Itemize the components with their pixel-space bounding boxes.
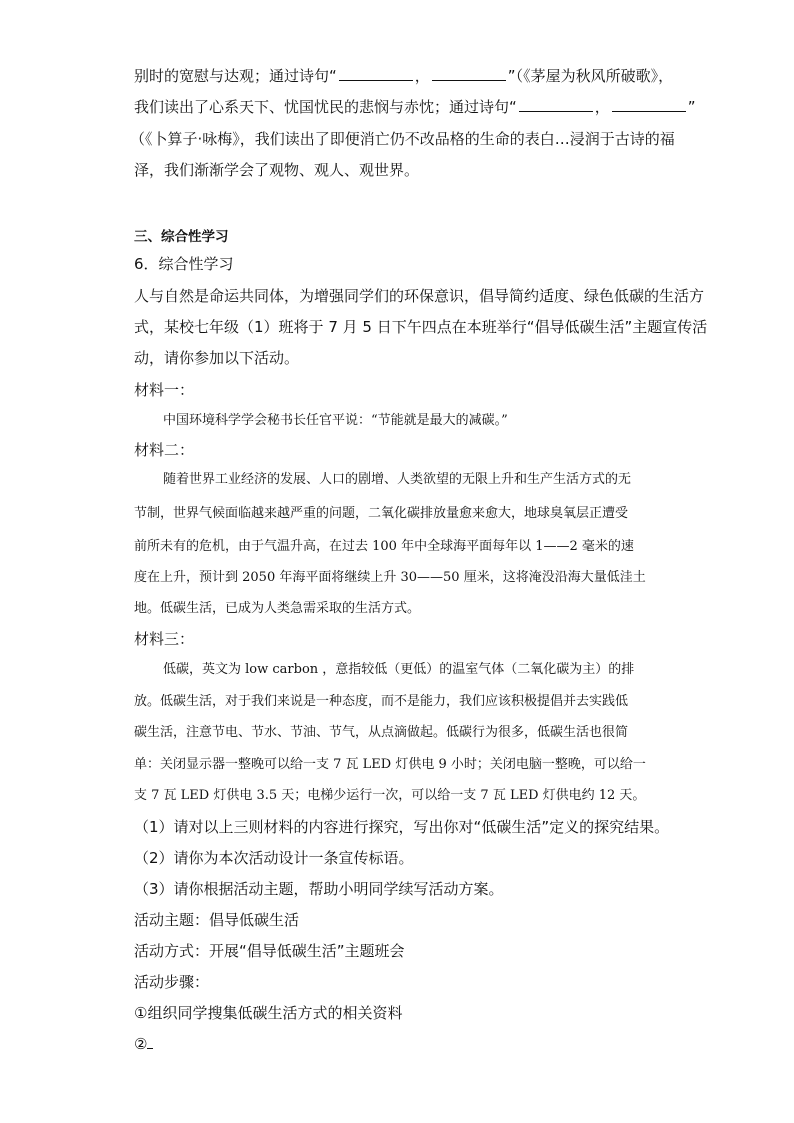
intro-line-2-c: ” (687, 98, 696, 116)
question-1: （1）请对以上三则材料的内容进行探究，写出你对“低碳生活”定义的探究结果。 (134, 818, 670, 836)
answer-blank-1[interactable] (339, 68, 413, 81)
intro-line-1-a: 别时的宽慰与达观；通过诗句“ (134, 67, 337, 85)
question-2: （2）请你为本次活动设计一条宣传标语。 (134, 849, 414, 867)
material1-label: 材料一： (134, 381, 195, 399)
material2-line-1: 随着世界工业经济的发展、人口的剧增、人类欲望的无限上升和生产生活方式的无 (163, 472, 632, 487)
question-title: 6．综合性学习 (134, 255, 234, 273)
intro-line-2-a: 我们读出了心系天下、忧国忧民的悲悯与赤忱；通过诗句“ (134, 98, 517, 116)
material3-line-2: 放。低碳生活，对于我们来说是一种态度，而不是能力，我们应该积极提倡并去实践低 (134, 694, 629, 709)
material2-line-4: 度在上升，预计到 2050 年海平面将继续上升 30——50 厘米，这将淹没沿海大量低洼土 (134, 570, 646, 585)
question-3: （3）请你根据活动主题，帮助小明同学续写活动方案。 (134, 880, 504, 898)
intro-line-1 (134, 66, 673, 86)
answer-blank-3[interactable] (519, 99, 593, 112)
section-heading: 三、综合性学习 (134, 229, 229, 245)
plan-step-1: ①组织同学搜集低碳生活方式的相关资料 (134, 1004, 403, 1022)
material2-line-2: 节制，世界气候面临越来越严重的问题，二氧化碳排放量愈来愈大，地球臭氧层正遭受 (134, 506, 629, 521)
prompt-line-1: 人与自然是命运共同体，为增强同学们的环保意识，倡导简约适度、绿色低碳的生活方 (134, 287, 705, 305)
intro-line-1-b: ， (414, 67, 430, 85)
plan-theme: 活动主题：倡导低碳生活 (134, 911, 300, 929)
plan-method: 活动方式：开展“倡导低碳生活”主题班会 (134, 942, 405, 960)
material3-line-5: 支 7 瓦 LED 灯供电 3.5 天；电梯少运行一次，可以给一支 7 瓦 LED 灯供电约 12 天。 (134, 788, 646, 803)
material2-line-5: 地。低碳生活，已成为人类急需采取的生活方式。 (134, 601, 421, 616)
material2-line-3: 前所未有的危机，由于气温升高，在过去 100 年中全球海平面每年以 1——2 毫米的速 (134, 539, 634, 554)
prompt-line-2: 式，某校七年级（1）班将于 7 月 5 日下午四点在本班举行“倡导低碳生活”主题宣传活 (134, 318, 708, 336)
intro-line-4: 泽，我们渐渐学会了观物、观人、观世界。 (134, 161, 420, 179)
intro-line-2 (134, 97, 696, 117)
material3-label: 材料三： (134, 630, 195, 648)
plan-steps-label: 活动步骤： (134, 973, 210, 991)
material2-label: 材料二： (134, 441, 195, 459)
answer-blank-4[interactable] (612, 99, 686, 112)
step-2-blank[interactable] (147, 1036, 153, 1049)
plan-step-2 (134, 1034, 153, 1054)
intro-line-3: （《卜算子·咏梅》，我们读出了即便消亡仍不改品格的生命的表白…浸润于古诗的福 (130, 130, 675, 148)
material3-line-1: 低碳，英文为 low carbon ，意指较低（更低）的温室气体（二氧化碳为主）的排 (163, 662, 635, 677)
material3-line-4: 单：关闭显示器一整晚可以给一支 7 瓦 LED 灯供电 9 小时；关闭电脑一整晚，可以给一 (134, 757, 646, 772)
plan-step-2-label: ② (134, 1035, 148, 1053)
prompt-line-3: 动，请你参加以下活动。 (134, 349, 300, 367)
intro-line-1-c: ”（《茅屋为秋风所破歌》， (507, 67, 674, 85)
answer-blank-2[interactable] (432, 68, 506, 81)
intro-line-2-b: ， (594, 98, 610, 116)
material3-line-3: 碳生活，注意节电、节水、节油、节气，从点滴做起。低碳行为很多，低碳生活也很简 (134, 725, 629, 740)
material1-text: 中国环境科学学会秘书长任官平说：“节能就是最大的减碳。” (163, 413, 508, 428)
